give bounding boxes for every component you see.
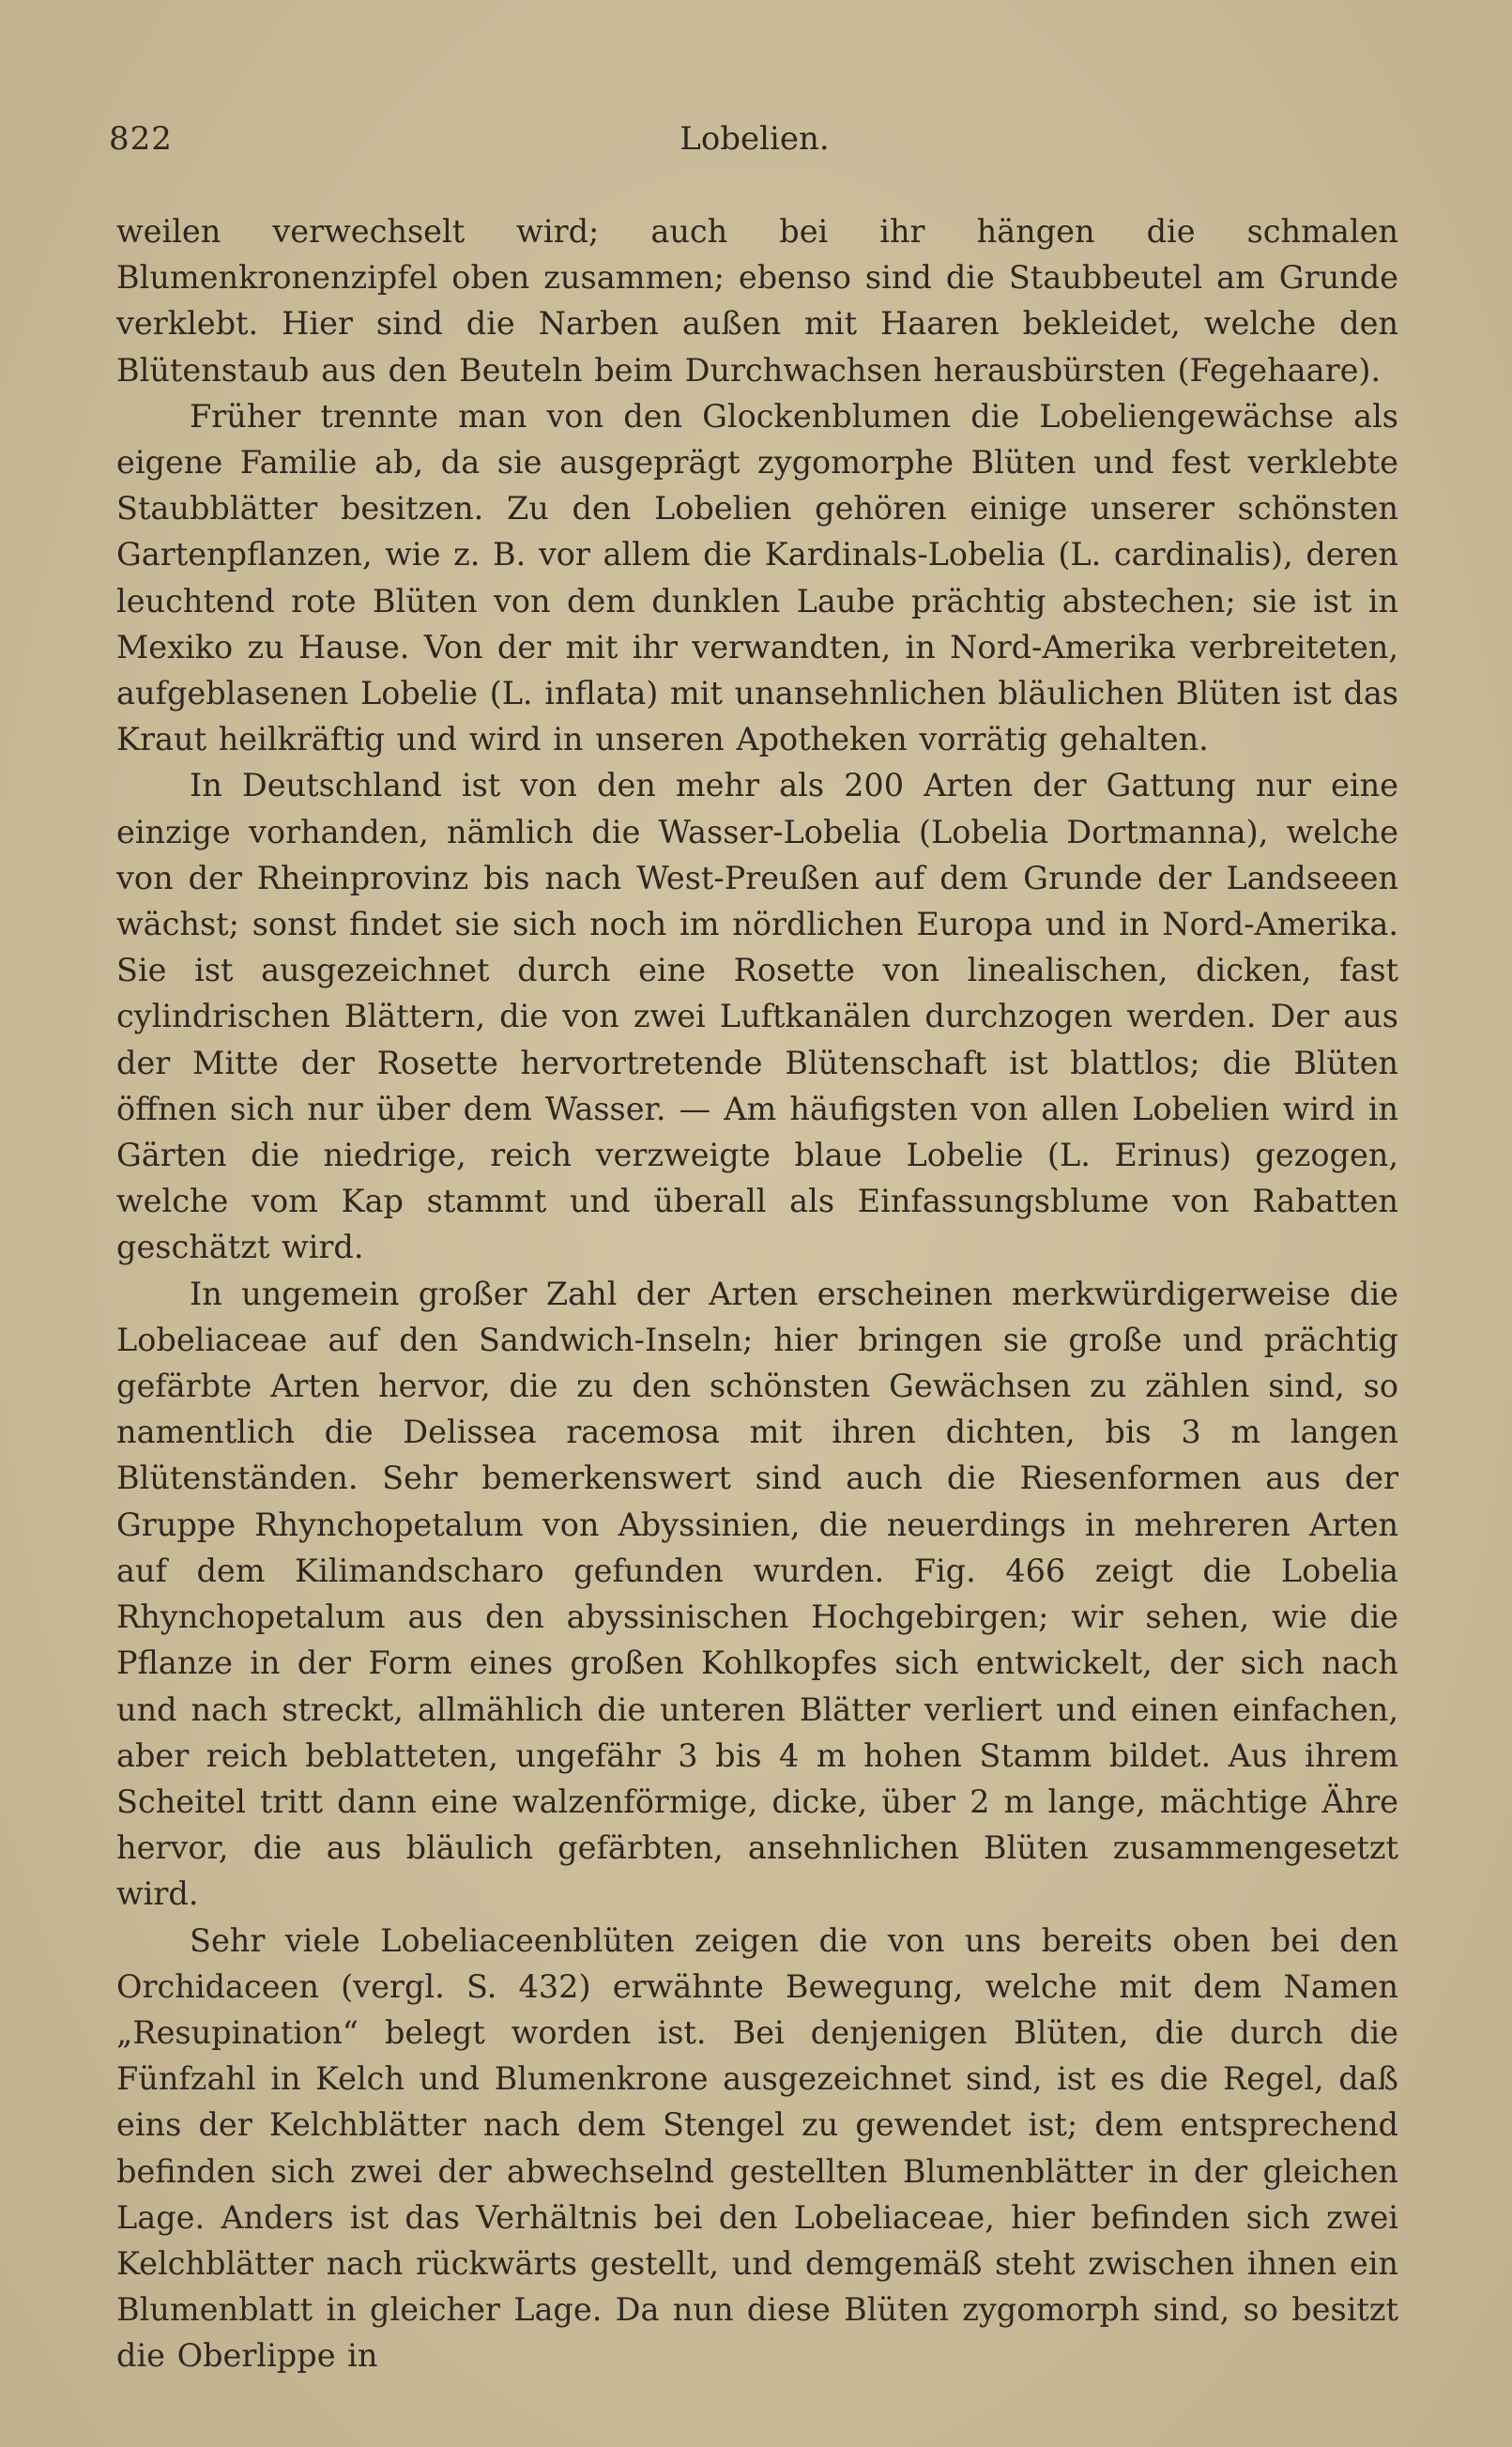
paragraph-lobelia-germany: In Deutschland ist von den mehr als 200 Arten der Gattung nur eine einzige vorhanden, nämlich die Wasser-Lobelia (Lobelia Dortmanna), welche von der Rheinprovinz bis nach West-Preußen auf dem Grunde der Landseeen wächst; sonst findet sie sich noch im nördlichen Europa und in Nord-Amerika. Sie ist ausgezeichnet durch eine Rosette von linealischen, dicken, fast cylindrischen Blättern, die von zwei Luftkanälen durchzogen werden. Der aus der Mitte der Rosette hervortretende Blütenschaft ist blattlos; die Blüten öffnen sich nur über dem Wasser. — Am häufigsten von allen Lobelien wird in Gärten die niedrige, reich verzweigte blaue Lobelie (L. Erinus) gezogen, welche vom Kap stammt und überall als Einfassungsblume von Rabatten geschätzt wird. — [116, 767, 1398, 1266]
page-header — [109, 120, 1400, 165]
page-number: 822 — [109, 120, 173, 158]
paragraph-resupination: Sehr viele Lobeliaceenblüten zeigen die von uns bereits oben bei den Orchidaceen (vergl. S. 432) erwähnte Bewegung, welche mit dem Namen „Resupination“ belegt worden ist. Bei denjenigen Blüten, die durch die Fünfzahl in Kelch und Blumenkrone ausgezeichnet sind, ist es die Regel, daß eins der Kelchblätter nach dem Stengel zu gewendet ist; dem entsprechend befinden sich zwei der abwechselnd gestellten Blumenblätter in der gleichen Lage. Anders ist das Verhältnis bei den Lobeliaceae, hier befinden sich zwei Kelchblätter nach rückwärts gestellt, und demgemäß steht zwischen ihnen ein Blumenblatt in gleicher Lage. Da nun diese Blüten zygomorph sind, so besitzt die Oberlippe in — [116, 1921, 1398, 2375]
paragraph-lobelia-family: Früher trennte man von den Glockenblumen die Lobeliengewächse als eigene Familie ab, da sie ausgeprägt zygomorphe Blüten und fest verklebte Staubblätter besitzen. Zu den Lobelien gehören einige unserer schönsten Gartenpflanzen, wie z. B. vor allem die Kardinals-Lobelia (L. cardinalis), deren leuchtend rote Blüten von dem dunklen Laube prächtig abstechen; sie ist in Mexiko zu Hause. Von der mit ihr verwandten, in Nord-Amerika verbreiteten, aufgeblasenen Lobelie (L. inflata) mit unansehnlichen bläulichen Blüten ist das Kraut heilkräftig und wird in unseren Apotheken vorrätig gehalten. — [116, 397, 1398, 758]
running-title: Lobelien. — [680, 120, 830, 158]
paragraph-continuation: weilen verwechselt wird; auch bei ihr hängen die schmalen Blumenkronenzipfel oben zusammen; ebenso sind die Staubbeutel am Grunde verklebt. Hier sind die Narben außen mit Haaren bekleidet, welche den Blütenstaub aus den Beuteln beim Durchwachsen herausbürsten (Fegehaare). — [116, 213, 1398, 389]
body-text — [116, 208, 1398, 2379]
paragraph-lobelia-sandwich-islands: In ungemein großer Zahl der Arten erscheinen merkwürdigerweise die Lobeliaceae auf den Sandwich-Inseln; hier bringen sie große und prächtig gefärbte Arten hervor, die zu den schönsten Gewächsen zu zählen sind, so namentlich die Delissea racemosa mit ihren dichten, bis 3 m langen Blütenständen. Sehr bemerkenswert sind auch die Riesenformen aus der Gruppe Rhynchopetalum von Abyssinien, die neuerdings in mehreren Arten auf dem Kilimandscharo gefunden wurden. Fig. 466 zeigt die Lobelia Rhynchopetalum aus den abyssinischen Hochgebirgen; wir sehen, wie die Pflanze in der Form eines großen Kohlkopfes sich entwickelt, der sich nach und nach streckt, allmählich die unteren Blätter verliert und einen einfachen, aber reich beblatteten, ungefähr 3 bis 4 m hohen Stamm bildet. Aus ihrem Scheitel tritt dann eine walzenförmige, dicke, über 2 m lange, mächtige Ähre hervor, die aus bläulich gefärbten, ansehnlichen Blüten zusammengesetzt wird. — [116, 1275, 1398, 1913]
